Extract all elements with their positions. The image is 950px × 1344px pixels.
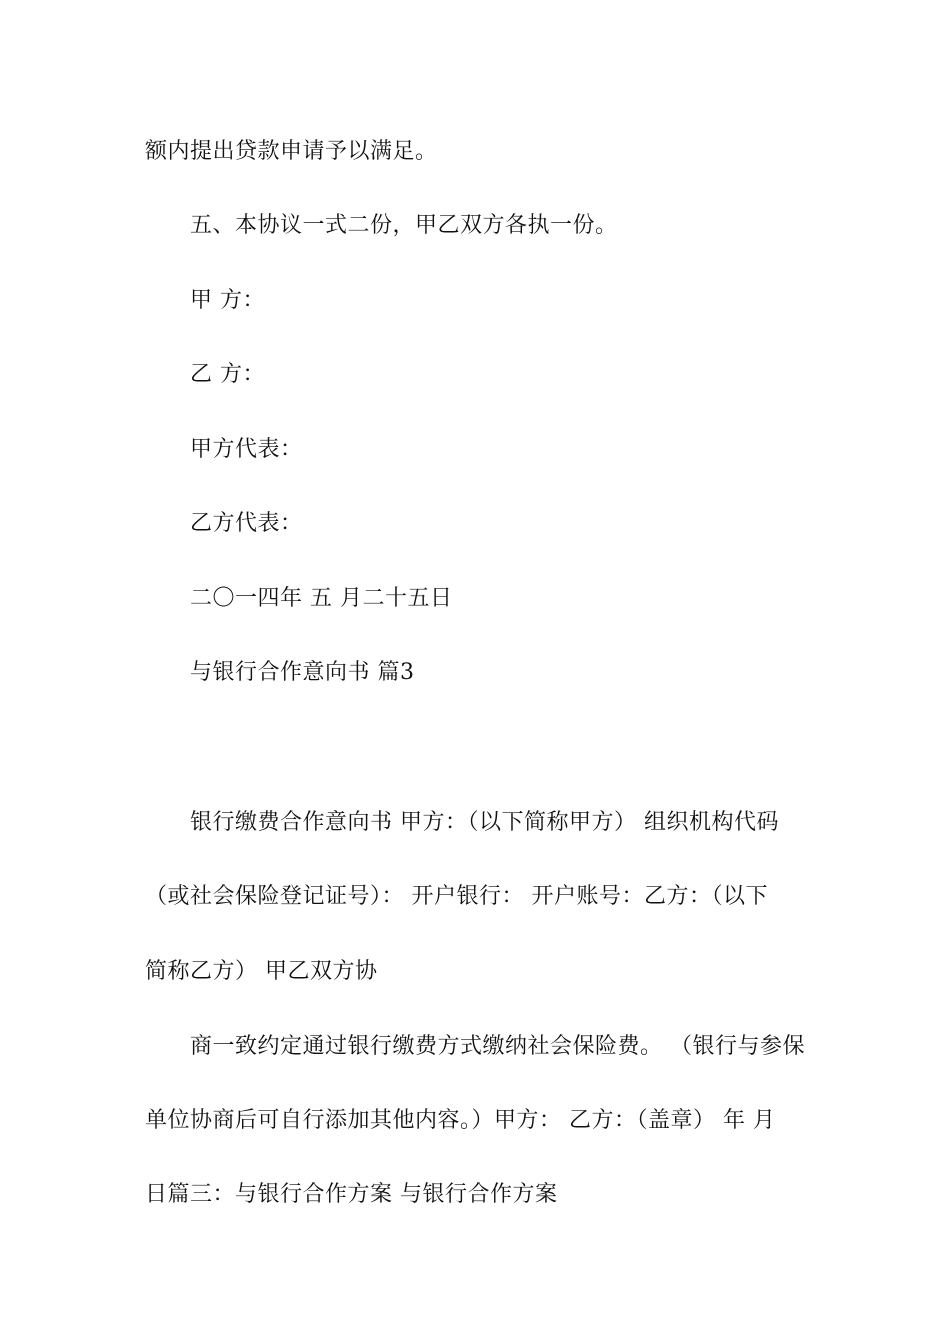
paragraph-line: 单位协商后可自行添加其他内容。）甲方： 乙方：（盖章） 年 月 xyxy=(145,1108,776,1133)
clause-five: 五、本协议一式二份，甲乙双方各执一份。 xyxy=(190,213,618,238)
paragraph-line: 银行缴费合作意向书 甲方：（以下简称甲方） 组织机构代码 xyxy=(190,810,779,835)
paragraph-line: 简称乙方） 甲乙双方协 xyxy=(145,959,378,984)
party-b-label: 乙 方： xyxy=(190,362,265,387)
paragraph-line: 日篇三：与银行合作方案 与银行合作方案 xyxy=(145,1182,558,1207)
paragraph-line: 商一致约定通过银行缴费方式缴纳社会保险费。 （银行与参保 xyxy=(190,1034,805,1059)
paragraph-line: 额内提出贷款申请予以满足。 xyxy=(145,139,438,164)
section-title: 与银行合作意向书 篇3 xyxy=(190,660,415,685)
party-a-representative-label: 甲方代表： xyxy=(190,437,303,462)
party-b-representative-label: 乙方代表： xyxy=(190,511,303,536)
signing-date: 二〇一四年 五 月二十五日 xyxy=(190,586,453,611)
paragraph-line: （或社会保险登记证号）： 开户银行： 开户账号：乙方：（以下 xyxy=(145,884,768,909)
party-a-label: 甲 方： xyxy=(190,288,265,313)
